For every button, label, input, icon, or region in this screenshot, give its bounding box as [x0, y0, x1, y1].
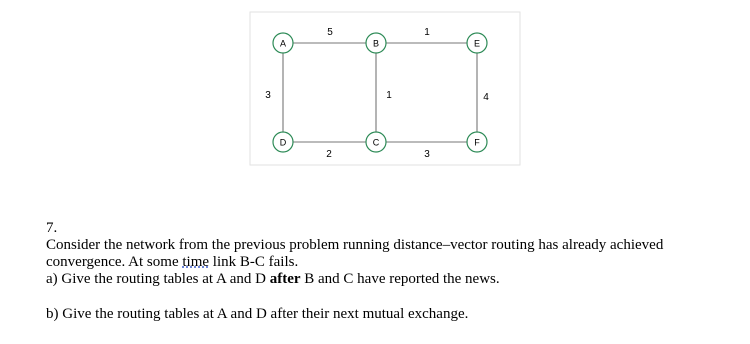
question-line-2-start: convergence. At some	[46, 254, 183, 270]
weight-a-d: 3	[265, 90, 271, 101]
weight-e-f: 4	[483, 92, 489, 103]
weight-d-c: 2	[326, 149, 332, 160]
weight-b-e: 1	[424, 27, 430, 38]
part-a-end: B and C have reported the news.	[300, 271, 500, 287]
node-d	[273, 132, 293, 152]
node-c	[366, 132, 386, 152]
node-e-label: E	[473, 38, 481, 49]
underlined-word: time	[182, 254, 210, 270]
weight-b-c: 1	[386, 90, 392, 101]
node-f-label: F	[474, 137, 480, 148]
node-b	[366, 33, 386, 53]
spacer	[46, 288, 746, 306]
question-line-2-end: link B-C fails.	[209, 254, 299, 270]
question-number: 7.	[46, 220, 58, 236]
node-a	[273, 33, 293, 53]
node-b-label: B	[372, 38, 380, 49]
part-a-bold: after	[269, 271, 301, 287]
question-block	[46, 220, 746, 323]
question-line-1: Consider the network from the previous problem running distance–vector routing has already achieved	[46, 237, 664, 253]
node-e	[467, 33, 487, 53]
node-f	[467, 132, 487, 152]
node-a-label: A	[279, 38, 287, 49]
part-a	[46, 271, 746, 288]
part-b: b) Give the routing tables at A and D after their next mutual exchange.	[46, 306, 469, 322]
node-d-label: D	[279, 137, 287, 148]
weight-a-b: 5	[327, 27, 333, 38]
part-a-start: a) Give the routing tables at A and D	[46, 271, 270, 287]
question-line-2	[46, 254, 746, 271]
node-c-label: C	[372, 137, 380, 148]
weight-c-f: 3	[424, 149, 430, 160]
